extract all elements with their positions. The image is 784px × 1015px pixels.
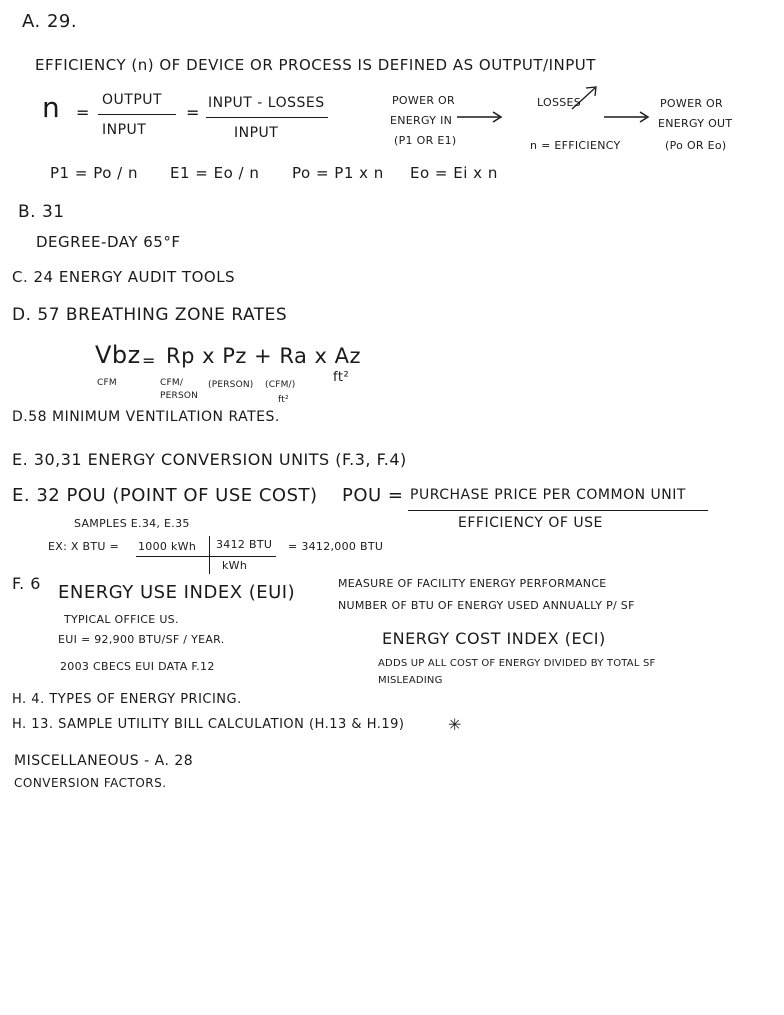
- unit-cfm-person-1: CFM/: [160, 378, 184, 388]
- minimum-ventilation-rates: D.58 MINIMUM VENTILATION RATES.: [12, 409, 280, 425]
- example-3412-btu: 3412 BTU: [216, 538, 273, 551]
- vbz-formula: Rp x Pz + Ra x Az: [166, 344, 361, 368]
- breathing-zone-rates: D. 57 BREATHING ZONE RATES: [12, 305, 288, 325]
- power-out-line-3: (Po OR Eo): [665, 139, 727, 152]
- energy-conversion-units: E. 30,31 ENERGY CONVERSION UNITS (F.3, F.4): [12, 450, 407, 469]
- efficiency-label: n = EFFICIENCY: [530, 139, 621, 152]
- pou-numerator: PURCHASE PRICE PER COMMON UNIT: [410, 487, 686, 503]
- formula-e1: E1 = Eo / n: [170, 164, 260, 182]
- power-out-line-2: ENERGY OUT: [658, 117, 733, 130]
- pou-denominator: EFFICIENCY OF USE: [458, 515, 603, 531]
- degree-day: DEGREE-DAY 65°F: [36, 233, 181, 251]
- fraction-1-denominator: INPUT: [102, 122, 147, 138]
- unit-cfm: CFM: [97, 378, 117, 388]
- cbecs-data: 2003 CBECS EUI DATA F.12: [60, 660, 215, 673]
- equals-2: =: [186, 103, 200, 122]
- heading-b31: B. 31: [18, 202, 65, 222]
- formula-po: Po = P1 x n: [292, 164, 384, 182]
- vbz-symbol: Vbz: [95, 341, 141, 369]
- example-lead: EX: X BTU =: [48, 540, 120, 553]
- example-result: = 3412,000 BTU: [288, 540, 384, 553]
- energy-use-index: ENERGY USE INDEX (EUI): [58, 582, 296, 603]
- fraction-2-numerator: INPUT - LOSSES: [208, 95, 325, 111]
- example-1000-kwh: 1000 kWh: [138, 540, 197, 553]
- unit-cfm-ft2-1: (CFM/): [265, 380, 296, 390]
- example-fraction-bar: [136, 556, 276, 557]
- pou-fraction-bar: [408, 510, 708, 511]
- power-in-line-1: POWER OR: [392, 94, 455, 107]
- typical-office: TYPICAL OFFICE US.: [64, 613, 179, 626]
- arrow-right-icon: [455, 110, 505, 124]
- example-kwh: kWh: [222, 559, 248, 572]
- eci-misleading: MISLEADING: [378, 675, 443, 686]
- types-of-energy-pricing: H. 4. TYPES OF ENERGY PRICING.: [12, 692, 242, 707]
- power-in-line-2: ENERGY IN: [390, 114, 453, 127]
- unit-person: (PERSON): [208, 380, 254, 390]
- heading-f6: F. 6: [12, 574, 41, 593]
- eta-symbol: n: [42, 91, 61, 124]
- arrow-up-right-icon: [570, 84, 600, 112]
- heading-a29: A. 29.: [22, 11, 78, 32]
- miscellaneous: MISCELLANEOUS - A. 28: [14, 753, 194, 769]
- energy-audit-tools: C. 24 ENERGY AUDIT TOOLS: [12, 268, 236, 286]
- fraction-1-numerator: OUTPUT: [102, 92, 163, 108]
- formula-p1: P1 = Po / n: [50, 164, 138, 182]
- unit-cfm-ft2-2: ft²: [278, 395, 289, 405]
- eci-description: ADDS UP ALL COST OF ENERGY DIVIDED BY TOTAL SF: [378, 658, 656, 669]
- losses-label: LOSSES: [537, 96, 582, 109]
- samples-e34-e35: SAMPLES E.34, E.35: [74, 517, 190, 530]
- measure-line-2: NUMBER OF BTU OF ENERGY USED ANNUALLY P/ SF: [338, 599, 635, 612]
- fraction-2-bar: [206, 117, 328, 118]
- vbz-equals: =: [142, 351, 156, 370]
- measure-line-1: MEASURE OF FACILITY ENERGY PERFORMANCE: [338, 577, 607, 590]
- ft2-unit: ft²: [333, 370, 350, 385]
- unit-cfm-person-2: PERSON: [160, 391, 199, 401]
- formula-eo: Eo = Ei x n: [410, 164, 498, 182]
- asterisk-icon: ✳: [448, 715, 462, 734]
- heading-e32: E. 32 POU (POINT OF USE COST): [12, 485, 318, 506]
- conversion-factors: CONVERSION FACTORS.: [14, 776, 167, 790]
- power-out-line-1: POWER OR: [660, 97, 723, 110]
- power-in-line-3: (P1 OR E1): [394, 134, 457, 147]
- sample-utility-bill: H. 13. SAMPLE UTILITY BILL CALCULATION (H.13 & H.19): [12, 717, 405, 732]
- pou-equals: POU =: [342, 485, 404, 506]
- fraction-2-denominator: INPUT: [234, 125, 279, 141]
- example-divider: [209, 536, 210, 574]
- arrow-right-icon-2: [602, 110, 652, 124]
- fraction-1-bar: [98, 114, 176, 115]
- equals-1: =: [76, 103, 90, 122]
- efficiency-definition: EFFICIENCY (n) OF DEVICE OR PROCESS IS DEFINED AS OUTPUT/INPUT: [35, 56, 596, 74]
- eui-value: EUI = 92,900 BTU/SF / YEAR.: [58, 633, 225, 646]
- energy-cost-index: ENERGY COST INDEX (ECI): [382, 629, 606, 648]
